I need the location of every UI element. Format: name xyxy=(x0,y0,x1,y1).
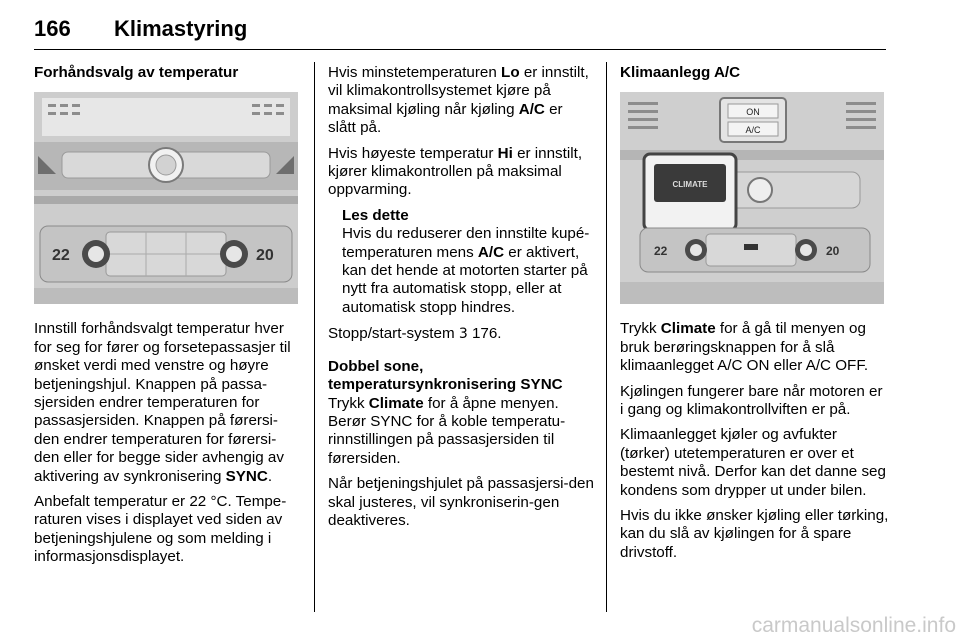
left-temp-display: 22 xyxy=(654,244,668,259)
note-text: Hvis du reduserer den innstilte kupé-temperaturen mens A/C er aktivert, kan det hende at motorten starter på nytt fra automatisk stopp, eller at automatisk stopp hindres. xyxy=(342,225,590,316)
section-heading-ac: Klimaanlegg A/C xyxy=(620,64,741,81)
paragraph-save-fuel: Hvis du ikke ønsker kjøling eller tørking, kan du slå av kjølingen for å spare drivstoff. xyxy=(620,507,889,561)
paragraph-sync-deactivate: Når betjeningshjulet på passasjersi-den skal justeres, vil synkroniserin-gen deaktiveres. xyxy=(328,475,594,529)
column-2 xyxy=(328,64,594,537)
paragraph-recommended-temperature: Anbefalt temperatur er 22 °C. Tempe-raturen vises i displayet ved siden av betjeningshjulene og som melding i informasjonsdisplayet. xyxy=(34,493,287,566)
watermark: carmanualsonline.info xyxy=(751,614,956,637)
ac-panel-illustration xyxy=(620,92,884,304)
note-title: Les dette xyxy=(342,206,409,224)
paragraph-climate-ac: Trykk Climate for å gå til menyen og bruk berøringsknappen for å slå klimaanlegget A/C ON eller A/C OFF. xyxy=(620,320,869,375)
page-header xyxy=(34,16,886,50)
sync-keyword: SYNC xyxy=(225,467,268,485)
paragraph-hi: Hvis høyeste temperatur Hi er innstilt, kjører klimakontrollen på maksimal oppvarming. xyxy=(328,144,583,199)
right-temp-display: 20 xyxy=(256,247,274,265)
section-heading-temperature: Forhåndsvalg av temperatur xyxy=(34,64,239,81)
figure-temperature-controls xyxy=(34,92,298,304)
column-3 xyxy=(620,64,890,569)
climate-panel-illustration xyxy=(34,92,298,304)
paragraph-lo: Hvis minstetemperaturen Lo er innstilt, vil klimakontrollsystemet kjøre på maksimal kjøling når kjøling A/C er slått på. xyxy=(328,64,589,137)
paragraph-preset-temperature: Innstill forhåndsvalgt temperatur hver for seg for fører og forsetepassasjer til ønsket verdi med venstre og høyre betjeningshjul. Knappen på passa-sjersiden endrer temperaturen for passasjersiden. Knappen på førersi-den endrer temperaturen for førersi-den eller for begge sider avhengig av aktivering av synkronisering SYNC. xyxy=(34,320,291,485)
figure-climate-button xyxy=(620,92,884,304)
section-heading-sync: Dobbel sone, temperatursynkronisering SYNC xyxy=(328,357,563,394)
column-divider-1 xyxy=(314,62,315,612)
paragraph-stop-start-reference: Stopp/start-system 3 176. xyxy=(328,325,502,343)
paragraph-dehumidify: Klimaanlegget kjøler og avfukter (tørker) utetemperaturen er over et bestemt nivå. Derfor kan det danne seg kondens som drypper ut under bilen. xyxy=(620,426,886,499)
left-temp-display: 22 xyxy=(52,247,70,265)
header-rule xyxy=(34,49,886,50)
ac-button-label: A/C xyxy=(745,125,761,136)
on-button-label: ON xyxy=(746,107,760,118)
column-1 xyxy=(34,64,300,574)
chapter-title: Klimastyring xyxy=(114,16,248,41)
page-number: 166 xyxy=(34,16,71,41)
climate-button-label: CLIMATE xyxy=(672,180,708,190)
column-divider-2 xyxy=(606,62,607,612)
right-temp-display: 20 xyxy=(826,244,840,259)
paragraph-climate-menu: Trykk Climate for å åpne menyen. Berør SYNC for å koble temperatu-rinnstillingen på passasjersiden til førersiden. xyxy=(328,394,566,467)
note-box xyxy=(328,207,594,317)
page-reference-arrow-icon: 3 xyxy=(458,326,468,343)
paragraph-cooling-condition: Kjølingen fungerer bare når motoren er i gang og klimakontrollviften er på. xyxy=(620,382,883,419)
